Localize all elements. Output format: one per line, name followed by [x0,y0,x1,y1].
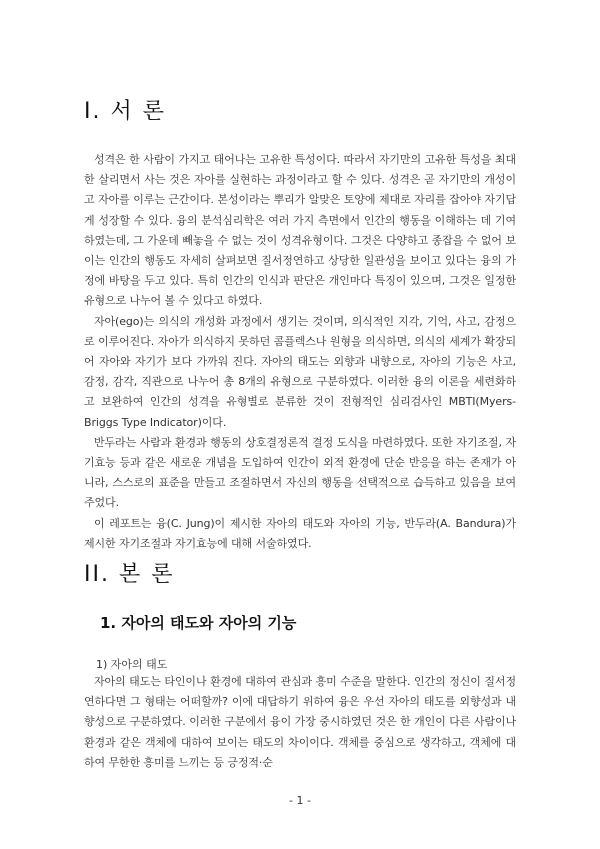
paragraph-ego: 자아(ego)는 의식의 개성화 과정에서 생기는 것이며, 의식적인 지각, 기억, 사고, 감정으로 이루어진다. 자아가 의식하지 못하던 콤플렉스나 원형을 의식하면, 의식의 세계가 확장되어 자아와 자기가 보다 가까워 진다. 자아의 태도는 외향과 내향으로, 자아의 기능은 사고, 감정, 감각, 직관으로 나누어 총 8개의 유형으로 구분하였다. 이러한 융의 이론을 세련화하고 보완하여 인간의 성격을 유형별로 분류한 것이 전형적인 심리검사인 MBTI(Myers-Briggs Type Indicator)이다. [84,314,516,429]
section-heading-body: II. 본 론 [84,562,175,587]
paragraph-report-scope: 이 레포트는 융(C. Jung)이 제시한 자아의 태도와 자아의 기능, 반두라(A. Bandura)가 제시한 자기조절과 자기효능에 대해 서술하였다. [84,516,516,550]
section-heading-introduction: I. 서 론 [84,99,166,124]
paragraph-personality: 성격은 한 사람이 가지고 태어나는 고유한 특성이다. 따라서 자기만의 고유한 특성을 최대한 살리면서 사는 것은 자아를 실현하는 과정이라고 할 수 있다. 성격은 곧 자기만의 개성이고 자아를 이루는 근간이다. 본성이라는 뿌리가 알맞은 토양에 제대로 자리를 잡아야 자기답게 성장할 수 있다. 융의 분석심리학은 여러 가지 측면에서 인간의 행동을 이해하는 데 기여하였는데, 그 가운데 빼놓을 수 없는 것이 성격유형이다. 그것은 다양하고 종잡을 수 없어 보이는 인간의 행동도 자세히 살펴보면 질서정연하고 상당한 일관성을 보이고 있다는 융의 가정에 바탕을 두고 있다. 특히 인간의 인식과 판단은 개인마다 특징이 있으며, 그것은 일정한 유형으로 나누어 볼 수 있다고 하였다. [84,153,516,308]
page-number: - 1 - [289,794,311,807]
body-section-text [84,672,516,773]
introduction-body [84,150,516,554]
paragraph-bandura: 반두라는 사람과 환경과 행동의 상호결정론적 결정 도식을 마련하였다. 또한 자기조절, 자기효능 등과 같은 새로운 개념을 도입하여 인간이 외적 환경에 단순 반응을 하는 존재가 아니라, 스스로의 표준을 만들고 조절하면서 자신의 행동을 선택적으로 습득하고 있음을 보여 주었다. [84,435,516,510]
paragraph-ego-attitude: 자아의 태도는 타인이나 환경에 대하여 관심과 흥미 수준을 말한다. 인간의 정신이 질서정연하다면 그 형태는 어떠할까? 이에 대답하기 위하여 융은 우선 자아의 태도를 외향성과 내향성으로 구분하였다. 이러한 구분에서 융이 가장 중시하였던 것은 한 개인이 다른 사람이나 환경과 같은 객체에 대하여 보이는 태도의 차이이다. 객체를 중심으로 생각하고, 객체에 대하여 무한한 흥미를 느끼는 등 긍정적·순 [84,675,516,769]
subsection-heading: 1. 자아의 태도와 자아의 기능 [100,614,297,632]
item-label: 1) 자아의 태도 [96,658,168,671]
